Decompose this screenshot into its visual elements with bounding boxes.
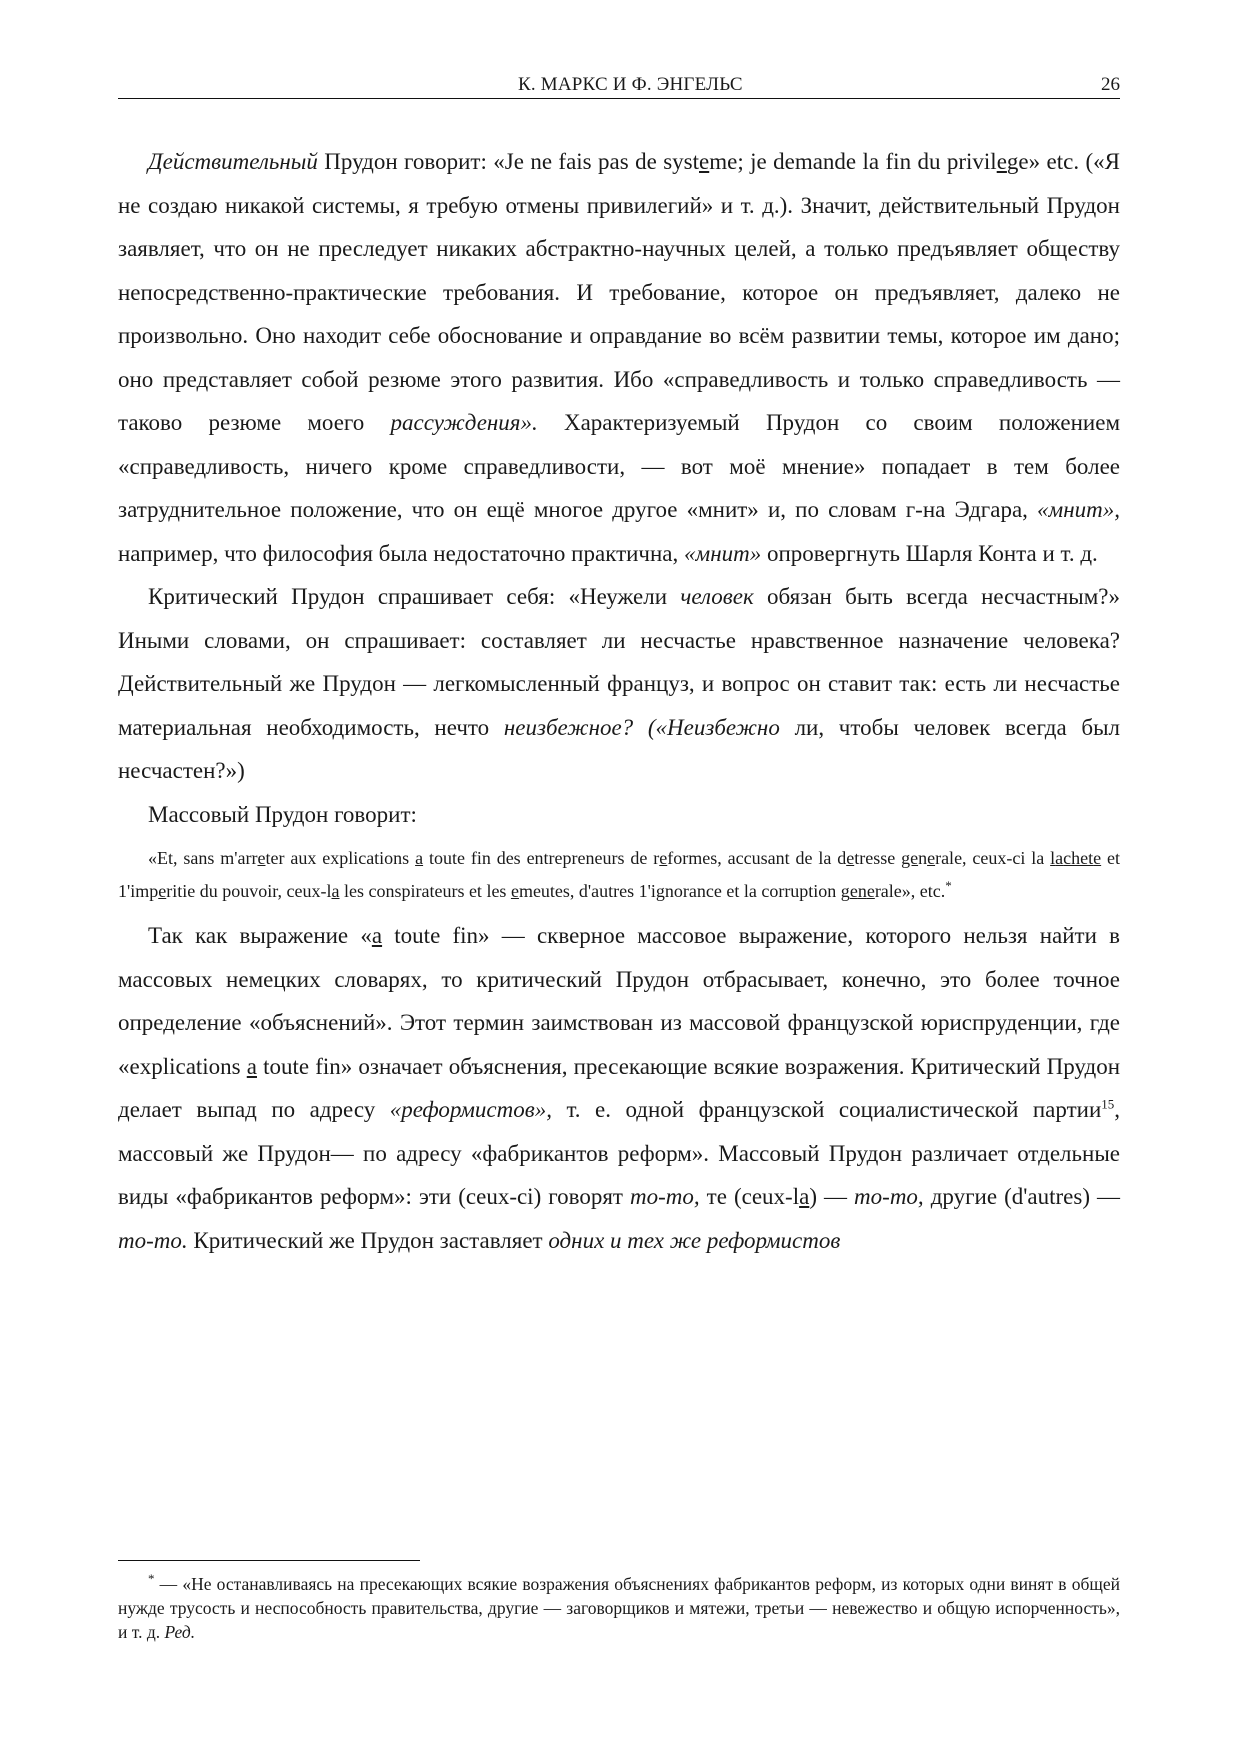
accent-letter: e [849, 881, 858, 901]
text-span: ter aux explications [265, 848, 416, 868]
block-quote [118, 842, 1120, 908]
footnote [118, 1572, 1120, 1644]
accent-letter: e [1093, 848, 1102, 868]
footnote-text [118, 1572, 1120, 1644]
running-header [118, 72, 1120, 99]
text-span: человек [680, 584, 754, 609]
accent-letter: n [857, 881, 867, 901]
text-span: et 1'imp [118, 848, 1121, 901]
text-span: n [918, 848, 928, 868]
accent-letter: a [415, 848, 424, 868]
text-span: , массовый же Прудон— по адресу «фабрикантов реформ». Массовый Прудон различает отдельные виды «фабрикантов реформ»: эти (ceux-ci) говорят [118, 1097, 1121, 1209]
accent-letter: e [927, 848, 936, 868]
text-span: rale», etc. [874, 881, 946, 901]
text-span: Характеризуемый Прудон со своим положением «справедливость, ничего кроме справедливости, — вот моё мнение» попадает в тем более затруднительное положение, что он ещё многое другое «мнит» и, по словам г-на Эдгара, [118, 410, 1120, 522]
text-span: toute fin» означает объяснения, пресекающие всякие возражения. Критический Прудон делает выпад по адресу [118, 1053, 1120, 1122]
accent-letter: chet [1063, 848, 1094, 868]
text-span: те (ceux-l [699, 1184, 800, 1209]
text-span: toute fin» — скверное массовое выражение, которого нельзя найти в массовых немецких словарях, то критический Прудон отбрасывает, конечно, это более точное определение «объяснений». Этот термин заимствован из массовой французской юриспруденции, где «explications [118, 923, 1120, 1079]
text-span: например, что философия была недостаточно практична, [118, 540, 685, 566]
endnote-ref[interactable]: 15 [1101, 1096, 1115, 1112]
accent-letter: a [799, 1184, 810, 1209]
text-span: Так как выражение « [148, 923, 372, 948]
text-span: рассуждения». [390, 410, 538, 435]
paragraph-1 [118, 140, 1120, 575]
accent-letter: a [331, 881, 340, 901]
footnote-mark: * [148, 1571, 155, 1587]
accent-letter: e [699, 149, 710, 174]
text-span: одних и тех же реформистов [548, 1227, 841, 1253]
accent-letter: a [246, 1053, 257, 1079]
footnote-ref[interactable]: * [945, 878, 952, 893]
text-span: другие (d'autres) — [923, 1184, 1121, 1209]
text-span: ge» etc. («Я не создаю никакой системы, я требую отмены привилегий» и т. д.). Значит, действительный Прудон заявляет, что он не преследует никаких абстрактно-научных целей, а только предъявляет обществу непосредственно-практические требования. И требование, которое он предъявляет, далеко не произвольно. Оно находит себе обоснование и оправдание во всём развитии темы, которое им дано; оно представляет собой резюме этого развития. Ибо «справедливость и только справедливость — таково резюме моего [118, 149, 1120, 435]
accent-letter: e [996, 149, 1007, 174]
text-span: т. е. одной французской социалистической партии [551, 1097, 1102, 1122]
accent-letter: e [659, 848, 668, 868]
text-span: то-то, [854, 1184, 924, 1209]
text-span: обязан быть всегда несчастным?» Иными словами, он спрашивает: составляет ли несчастье нравственное назначение человека? Действительный же Прудон — легкомысленный француз, и вопрос он ставит так: есть ли несчастье материальная необходимость, нечто [118, 584, 1120, 740]
text-span: ritie du pouvoir, ceux-l [166, 881, 332, 901]
accent-letter: e [257, 848, 266, 868]
text-span: «мнит» [684, 540, 762, 566]
text-span: то-то. [118, 1227, 188, 1253]
text-span: неизбежное? («Неизбежно [503, 714, 780, 740]
text-span: опровергнуть Шарля Конта и т. д. [761, 540, 1098, 566]
text-span: «Et, sans m'arr [148, 848, 258, 868]
text-span: Прудон говорит: «Je ne fais pas de syst [317, 149, 699, 174]
accent-letter: e [510, 881, 519, 901]
text-span: rale, ceux-ci la [935, 848, 1051, 868]
text-span: Критический же Прудон заставляет [187, 1227, 549, 1253]
text-span: Критический Прудон спрашивает себя: «Неужели [148, 584, 681, 609]
accent-letter: a [371, 923, 383, 948]
text-span: Ред. [164, 1622, 196, 1642]
text-span: toute fin des entrepreneurs de r [423, 848, 660, 868]
paragraph-4 [118, 914, 1120, 1262]
text-span: — «Не останавливаясь на пресекающих всякие возражения объяснениях фабрикантов реформ, из которых одни винят в общей нужде трусость и неспособность правительства, другие — заговорщиков и мятежи, третьи — невежество и общую испорченность», и т. д. [118, 1574, 1120, 1642]
text-span: formes, accusant de la d [667, 848, 847, 868]
page-number: 26 [1101, 74, 1120, 95]
accent-letter: a [1055, 848, 1064, 868]
text-span: tresse [854, 848, 902, 868]
text-span: ли, чтобы человек всегда был несчастен?») [118, 714, 1121, 783]
text-span: les conspirateurs et les [339, 881, 511, 901]
footnote-divider [118, 1560, 420, 1561]
paragraph-2 [118, 575, 1120, 793]
accent-letter: l [1050, 848, 1056, 868]
text-span: то-то, [630, 1184, 700, 1209]
text-span: Действительный [148, 149, 318, 174]
paragraph-3: Массовый Прудон говорит: [148, 801, 417, 827]
accent-letter: ge [901, 848, 919, 868]
text-span: meutes, d'autres 1'ignorance et la corruption g [518, 881, 850, 901]
text-span: me; je demande la fin du privil [709, 149, 997, 174]
accent-letter: e [158, 881, 167, 901]
accent-letter: e [866, 881, 875, 901]
text-span: «реформистов», [389, 1097, 552, 1122]
header-title: К. МАРКС И Ф. ЭНГЕЛЬС [518, 74, 743, 95]
text-span: «мнит», [1037, 497, 1120, 522]
accent-letter: e [846, 848, 855, 868]
main-text [118, 140, 1120, 1262]
text-span: ) — [809, 1184, 855, 1209]
